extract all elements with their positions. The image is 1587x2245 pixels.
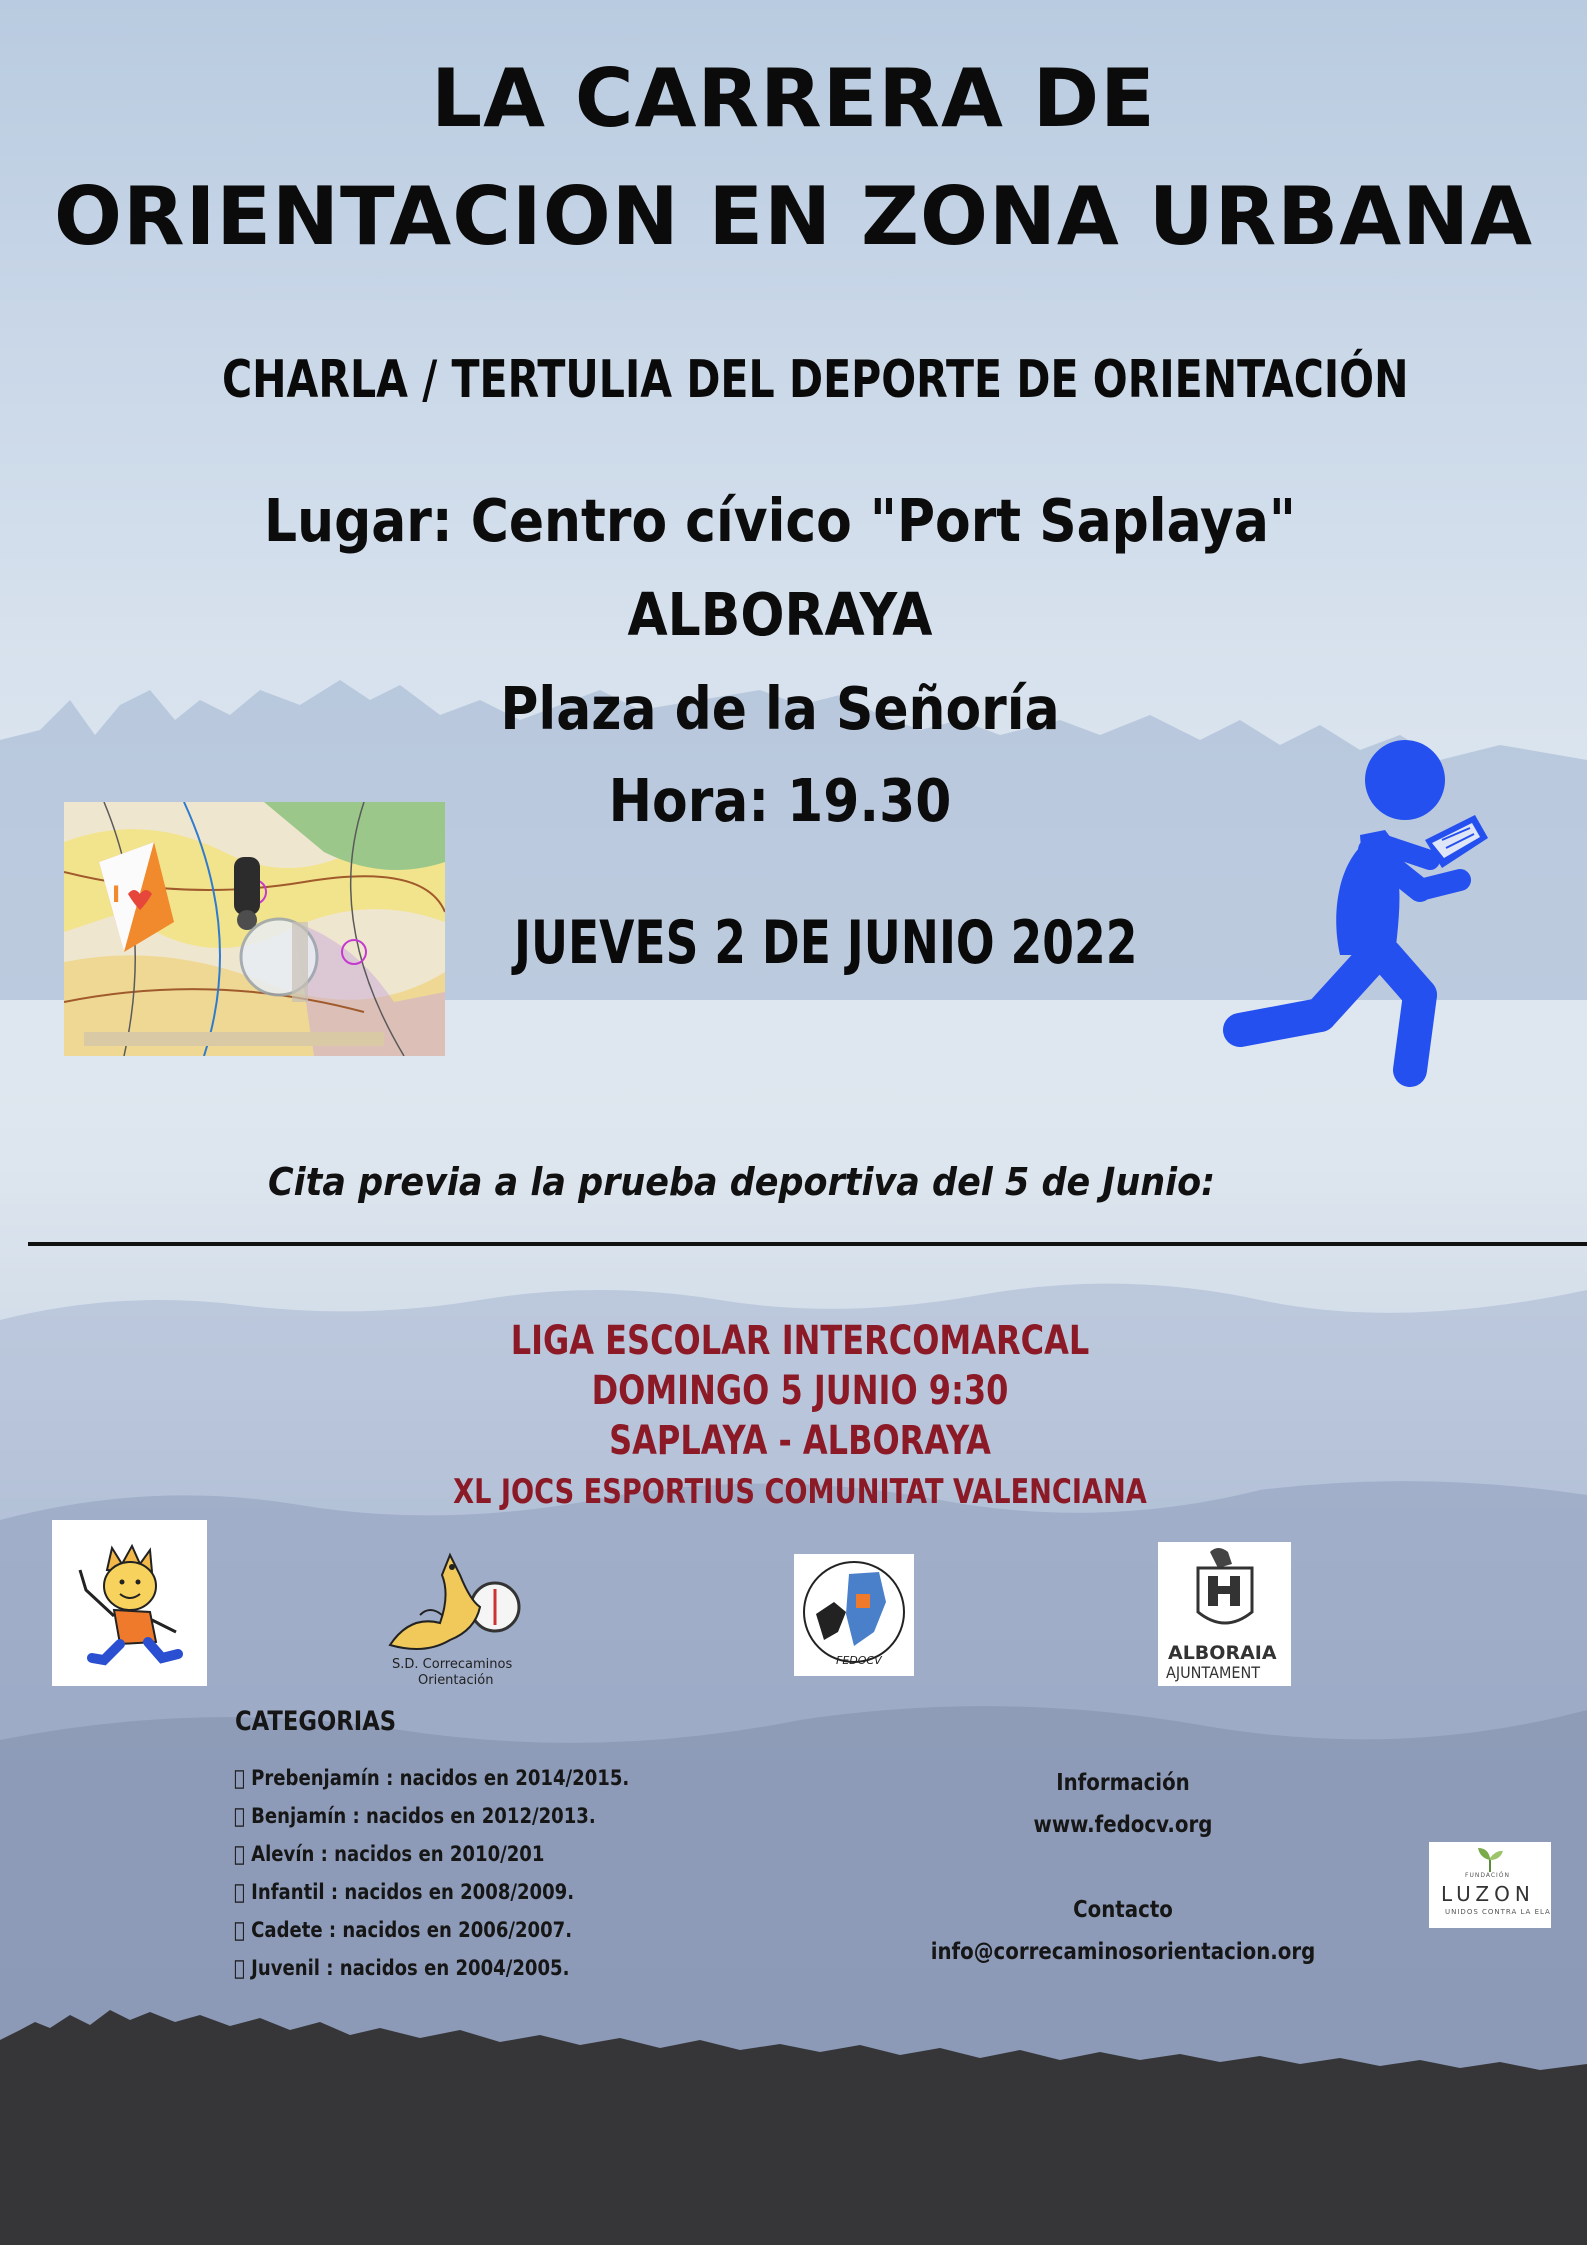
runner-reading-map-icon — [1220, 740, 1500, 1090]
svg-text:I: I — [112, 883, 121, 908]
event-town: ALBORAYA — [627, 580, 933, 649]
luzon-small-label: FUNDACIÓN — [1465, 1872, 1511, 1879]
fedocv-label: FEDOCV — [836, 1654, 882, 1667]
alboraia-sub: AJUNTAMENT — [1166, 1663, 1261, 1682]
title-line-1: LA CARRERA DE — [431, 52, 1156, 145]
subtitle: CHARLA / TERTULIA DEL DEPORTE DE ORIENTACIÓN — [222, 350, 1409, 410]
league-name: LIGA ESCOLAR INTERCOMARCAL — [510, 1318, 1090, 1364]
website-link[interactable]: www.fedocv.org — [1033, 1812, 1213, 1838]
correcaminos-sub: Orientación — [418, 1673, 494, 1688]
orienteering-map-photo — [64, 802, 445, 1056]
divider-line — [28, 1242, 1587, 1246]
category-item:   Prebenjamín : nacidos en 2014/2015. — [234, 1766, 630, 1790]
event-time: Hora: 19.30 — [608, 766, 952, 835]
event-square: Plaza de la Señoría — [500, 674, 1060, 743]
correcaminos-logo — [380, 1545, 540, 1690]
child-runner-logo — [52, 1520, 207, 1686]
luzon-logo — [1429, 1842, 1551, 1928]
contact-label: Contacto — [1073, 1897, 1173, 1923]
categories-heading: CATEGORIAS — [235, 1706, 397, 1737]
correcaminos-name: S.D. Correcaminos — [392, 1657, 513, 1672]
title-line-2: ORIENTACION EN ZONA URBANA — [53, 170, 1534, 263]
sprout-icon — [1476, 1846, 1504, 1872]
competition-date: DOMINGO 5 JUNIO 9:30 — [591, 1368, 1009, 1414]
games-name: XL JOCS ESPORTIUS COMUNITAT VALENCIANA — [453, 1472, 1147, 1512]
child-runner-icon — [52, 1520, 207, 1686]
category-item:   Alevín : nacidos en 2010/201 — [234, 1842, 545, 1866]
luzon-tagline: UNIDOS CONTRA LA ELA — [1445, 1908, 1551, 1916]
roadrunner-compass-icon — [380, 1545, 540, 1655]
appointment-note: Cita previa a la prueba deportiva del 5 de Junio: — [268, 1160, 1216, 1204]
event-place: Lugar: Centro cívico "Port Saplaya" — [264, 486, 1296, 555]
alboraia-crest-icon — [1158, 1542, 1291, 1642]
info-label: Información — [1056, 1770, 1190, 1796]
category-item:   Benjamín : nacidos en 2012/2013. — [234, 1804, 596, 1828]
competition-location: SAPLAYA - ALBORAYA — [609, 1418, 991, 1464]
category-item:   Infantil : nacidos en 2008/2009. — [234, 1880, 575, 1904]
category-item:   Cadete : nacidos en 2006/2007. — [234, 1918, 573, 1942]
category-item:   Juvenil : nacidos en 2004/2005. — [234, 1956, 570, 1980]
fedocv-logo — [794, 1554, 914, 1676]
event-date: JUEVES 2 DE JUNIO 2022 — [514, 908, 1138, 978]
email-link[interactable]: info@correcaminosorientacion.org — [930, 1939, 1316, 1965]
alboraia-logo — [1158, 1542, 1291, 1686]
luzon-name: LUZON — [1441, 1882, 1535, 1906]
alboraia-name: ALBORAIA — [1168, 1642, 1277, 1664]
